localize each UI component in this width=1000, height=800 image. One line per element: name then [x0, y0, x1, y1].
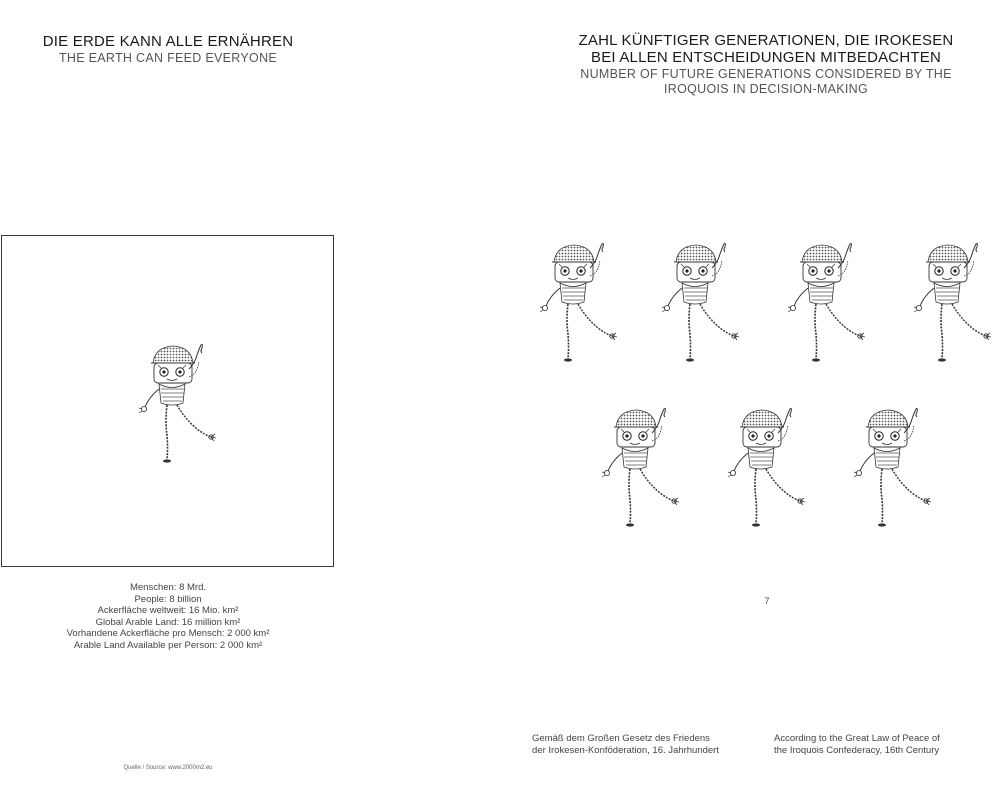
footnote-english-line-2: the Iroquois Confederacy, 16th Century — [774, 744, 940, 756]
left-title-english: THE EARTH CAN FEED EVERYONE — [58, 51, 278, 65]
page-number: 7 — [764, 596, 770, 606]
stat-people-en: People: 8 billion — [134, 593, 202, 605]
generation-figure-icon — [540, 240, 618, 366]
statistics-caption — [0, 582, 336, 651]
right-title-english-line-2: IROQUOIS IN DECISION-MAKING — [664, 82, 868, 96]
right-title-german-line-2: BEI ALLEN ENTSCHEIDUNGEN MITBEDACHTEN — [591, 48, 941, 66]
footnote-english-line-1: According to the Great Law of Peace of — [774, 733, 940, 744]
left-title-german: DIE ERDE KANN ALLE ERNÄHREN — [42, 33, 294, 50]
source-note: Quelle / Source: www.2000m2.eu — [123, 765, 213, 771]
stat-people-de: Menschen: 8 Mrd. — [129, 582, 207, 593]
footnote-english — [774, 733, 994, 756]
footnote-german-line-1: Gemäß dem Großen Gesetz des Friedens — [532, 733, 710, 744]
stat-per-person-en: Arable Land Available per Person: 2 000 km² — [73, 639, 263, 651]
stat-per-person-de: Vorhandene Ackerfläche pro Mensch: 2 000 km² — [66, 628, 270, 639]
person-figure-icon — [130, 341, 226, 467]
generation-figure-icon — [728, 405, 806, 531]
left-page-title — [0, 33, 336, 66]
generation-figure-icon — [854, 405, 932, 531]
generation-figure-icon — [914, 240, 992, 366]
stat-arable-de: Ackerfläche weltweit: 16 Mio. km² — [97, 605, 239, 616]
right-title-german-line-1: ZAHL KÜNFTIGER GENERATIONEN, DIE IROKESEN — [578, 32, 954, 49]
right-title-english-line-1: NUMBER OF FUTURE GENERATIONS CONSIDERED BY THE — [580, 67, 952, 81]
footnote-german-line-2: der Irokesen-Konföderation, 16. Jahrhundert — [532, 744, 719, 756]
generation-figure-icon — [602, 405, 680, 531]
generation-figure-icon — [662, 240, 740, 366]
right-page-title — [540, 33, 992, 96]
footnote-german — [532, 733, 762, 756]
earth-frame — [1, 235, 334, 567]
stat-arable-en: Global Arable Land: 16 million km² — [95, 616, 241, 628]
generation-figure-icon — [788, 240, 866, 366]
